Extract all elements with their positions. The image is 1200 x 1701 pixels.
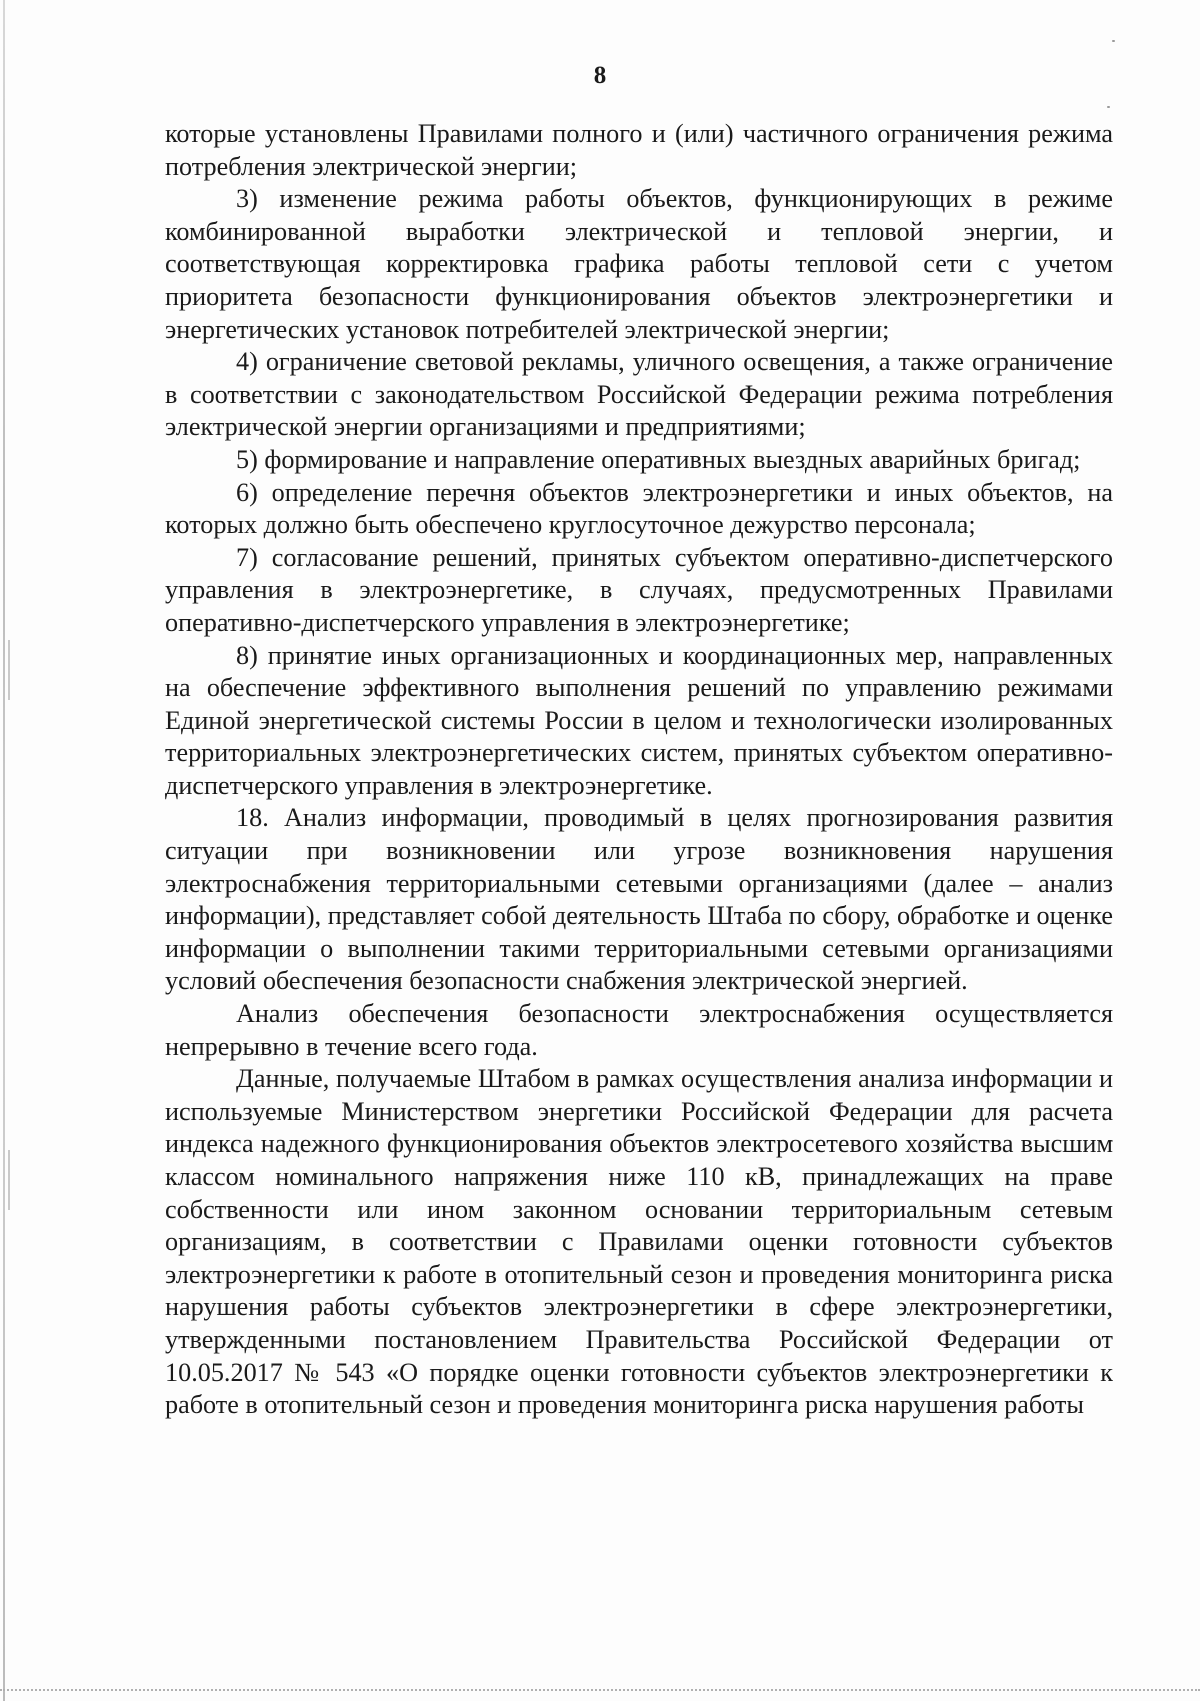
paragraph: 18. Анализ информации, проводимый в целях прогнозирования развития ситуации при возникновении или угрозе возникновения нарушения электроснабжения территориальными сетевыми организациями (далее – анализ информации), представляет собой деятельность Штаба по сбору, обработке и оценке информации о выполнении такими территориальными сетевыми организациями условий обеспечения безопасности снабжения электрической энергией. (165, 803, 1113, 996)
scan-bottom-edge (0, 1689, 1200, 1691)
paragraph: Анализ обеспечения безопасности электроснабжения осуществляется непрерывно в течение всего года. (165, 999, 1113, 1061)
paragraph: 5) формирование и направление оперативных выездных аварийных бригад; (236, 444, 1081, 474)
scan-left-mark (8, 1150, 10, 1210)
scan-speck (1112, 40, 1115, 42)
scan-speck (1107, 106, 1110, 108)
scan-left-mark (8, 640, 10, 700)
paragraph: 6) определение перечня объектов электроэнергетики и иных объектов, на которых должно быть обеспечено круглосуточное дежурство персонала; (165, 477, 1113, 540)
paragraph: Данные, получаемые Штабом в рамках осуществления анализа информации и используемые Министерством энергетики Российской Федерации для расчета индекса надежного функционирования объектов электросетевого хозяйства высшим классом номинального напряжения ниже 110 кВ, принадлежащих на праве собственности или ином законном основании территориальным сетевым организациям, в соответствии с Правилами оценки готовности субъектов электроэнергетики к работе в отопительный сезон и проведения мониторинга риска нарушения работы субъектов электроэнергетики в сфере электроэнергетики, утвержденными постановлением Правительства Российской Федерации от 10.05.2017 № 543 «О порядке оценки готовности субъектов электроэнергетики к работе в отопительный сезон и проведения мониторинга риска нарушения работы (165, 1064, 1113, 1420)
scan-left-edge (3, 0, 5, 1701)
page-number: 8 (593, 62, 607, 89)
paragraph: 4) ограничение световой рекламы, уличного освещения, а также ограничение в соответствии с законодательством Российской Федерации режима потребления электрической энергии организациями и предприятиями; (165, 347, 1113, 442)
paragraph: которые установлены Правилами полного и (или) частичного ограничения режима потребления электрической энергии; (165, 119, 1113, 181)
paragraph: 7) согласование решений, принятых субъектом оперативно-диспетчерского управления в электроэнергетике, в случаях, предусмотренных Правилами оперативно-диспетчерского управления в электроэнергетике; (165, 542, 1113, 637)
paragraph: 8) принятие иных организационных и координационных мер, направленных на обеспечение эффективного выполнения решений по управлению режимами Единой энергетической системы России в целом и технологически изолированных территориальных электроэнергетических систем, принятых субъектом оперативно-диспетчерского управления в электроэнергетике. (165, 640, 1113, 800)
paragraph: 3) изменение режима работы объектов, функционирующих в режиме комбинированной выработки электрической и тепловой энергии, и соответствующая корректировка графика работы тепловой сети с учетом приоритета безопасности функционирования объектов электроэнергетики и энергетических установок потребителей электрической энергии; (165, 184, 1113, 344)
document-body (165, 118, 1113, 1422)
